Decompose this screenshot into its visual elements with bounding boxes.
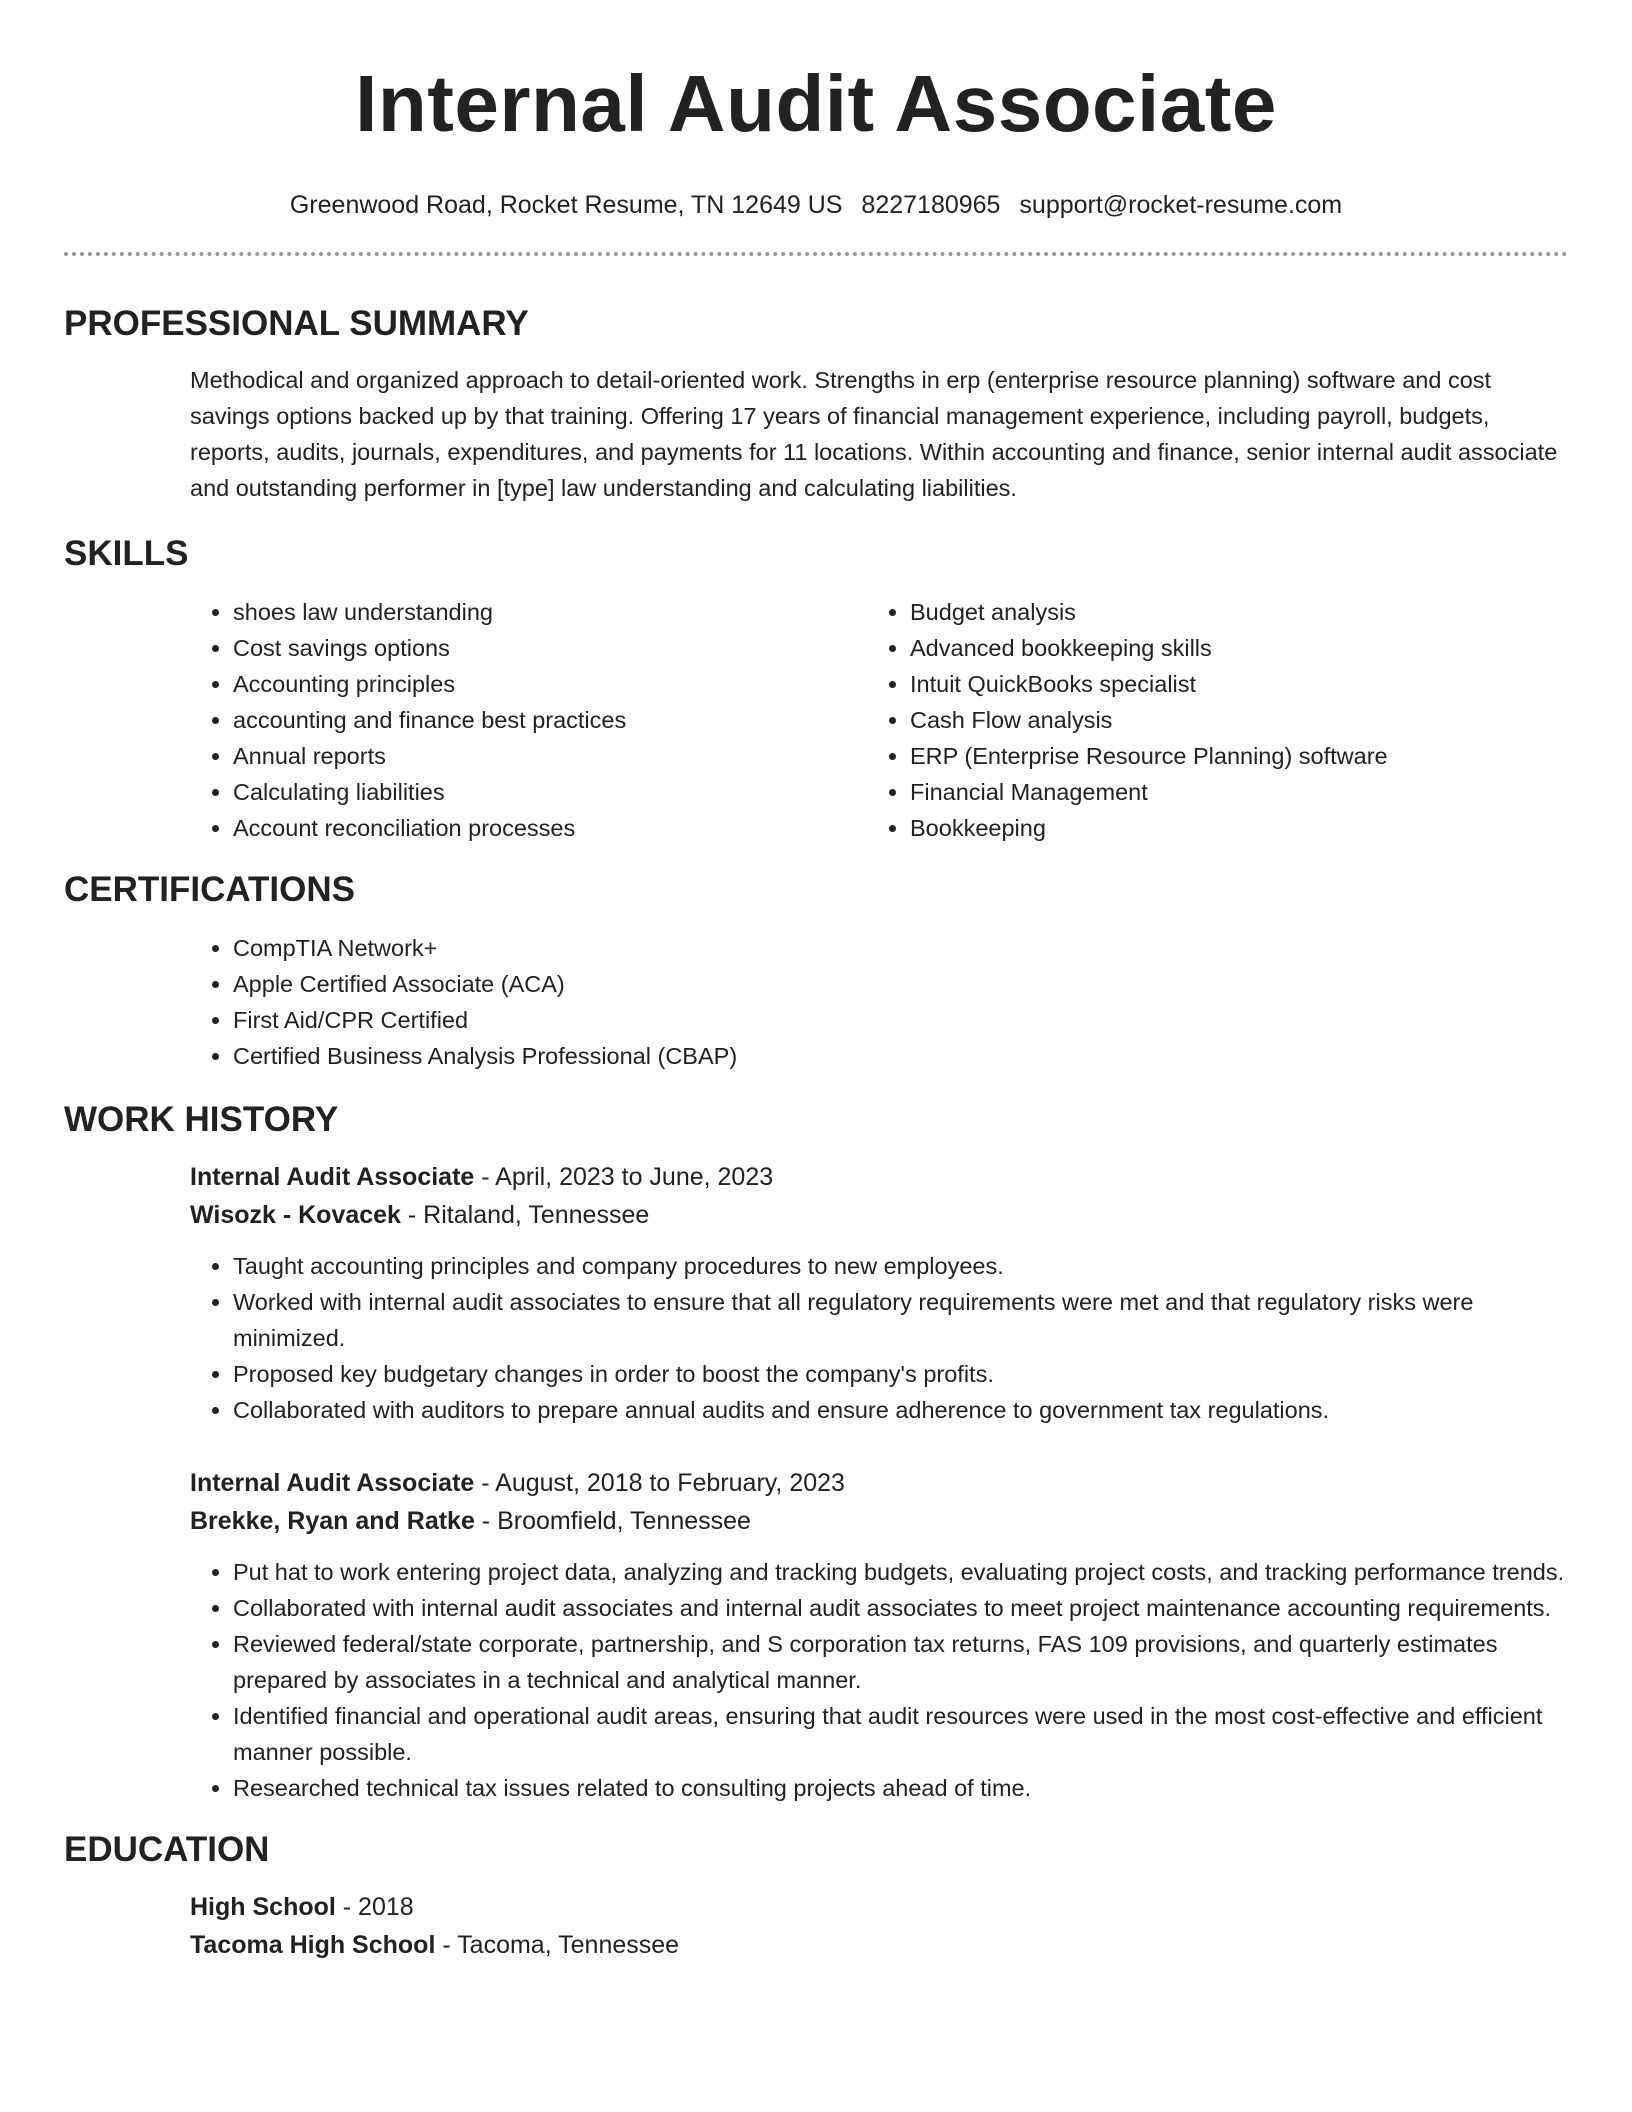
skill-item: • shoes law understanding [233, 594, 867, 630]
skills-section [64, 532, 1568, 846]
contact-email: support@rocket-resume.com [1019, 191, 1343, 219]
job-company-line [190, 1502, 1568, 1540]
education-location: - Tacoma, Tennessee [435, 1931, 680, 1959]
job-dates: - August, 2018 to February, 2023 [474, 1469, 845, 1497]
certifications-body [190, 930, 1568, 1074]
education-school: Tacoma High School [190, 1931, 436, 1959]
summary-body [190, 362, 1568, 506]
skill-item: • Cash Flow analysis [910, 702, 1544, 738]
skills-column-right [867, 594, 1544, 846]
certification-item: • Apple Certified Associate (ACA) [233, 966, 1568, 1002]
work-history-body [190, 1158, 1568, 1806]
skill-item: • Bookkeeping [910, 810, 1544, 846]
job-company-line [190, 1196, 1568, 1234]
header-divider [64, 252, 1568, 256]
contact-phone: 8227180965 [861, 191, 1001, 219]
contact-address: Greenwood Road, Rocket Resume, TN 12649 US [289, 191, 843, 219]
job-location: - Ritaland, Tennessee [400, 1201, 650, 1229]
certification-item: • Certified Business Analysis Professional (CBAP) [233, 1038, 1568, 1074]
job-bullet: • Collaborated with auditors to prepare annual audits and ensure adherence to government tax regulations. [233, 1392, 1568, 1428]
job-bullet: • Collaborated with internal audit associates and internal audit associates to meet project maintenance accounting requirements. [233, 1590, 1568, 1626]
skill-item: • Financial Management [910, 774, 1544, 810]
job-position: Internal Audit Associate [190, 1469, 475, 1497]
skill-item: • Budget analysis [910, 594, 1544, 630]
job-company: Brekke, Ryan and Ratke [190, 1507, 475, 1535]
job-location: - Broomfield, Tennessee [474, 1507, 751, 1535]
certification-item: • CompTIA Network+ [233, 930, 1568, 966]
contact-line [64, 188, 1568, 222]
education-degree-line [190, 1888, 1568, 1926]
skills-column-left [190, 594, 867, 846]
job-entry [190, 1464, 1568, 1806]
job-bullet: • Researched technical tax issues related to consulting projects ahead of time. [233, 1770, 1568, 1806]
education-year: - 2018 [335, 1893, 414, 1921]
skill-item: • Account reconciliation processes [233, 810, 867, 846]
skill-item: • Calculating liabilities [233, 774, 867, 810]
skill-item: • Accounting principles [233, 666, 867, 702]
skill-item: • accounting and finance best practices [233, 702, 867, 738]
job-bullet: • Identified financial and operational audit areas, ensuring that audit resources were used in the most cost-effective and efficient manner possible. [233, 1698, 1568, 1770]
education-body [190, 1888, 1568, 1964]
certifications-heading: CERTIFICATIONS [64, 870, 356, 909]
job-company: Wisozk - Kovacek [190, 1201, 401, 1229]
education-heading: EDUCATION [64, 1830, 270, 1869]
skill-item: • Cost savings options [233, 630, 867, 666]
education-school-line [190, 1926, 1568, 1964]
skills-list-left [190, 594, 867, 846]
certification-item: • First Aid/CPR Certified [233, 1002, 1568, 1038]
job-bullet: • Put hat to work entering project data, analyzing and tracking budgets, evaluating project costs, and tracking performance trends. [233, 1554, 1568, 1590]
summary-text: Methodical and organized approach to detail-oriented work. Strengths in erp (enterprise resource planning) software and cost savings options backed up by that training. Offering 17 years of financial management experience, including payroll, budgets, reports, audits, journals, expenditures, and payments for 11 locations. Within accounting and finance, senior internal audit associate and outstanding performer in [type] law understanding and calculating liabilities. [190, 367, 1558, 501]
candidate-name: Internal Audit Associate [355, 59, 1277, 148]
skill-item: • Advanced bookkeeping skills [910, 630, 1544, 666]
job-position: Internal Audit Associate [190, 1163, 475, 1191]
job-title-line [190, 1464, 1568, 1502]
skills-list-right [867, 594, 1544, 846]
summary-section [64, 302, 1568, 506]
job-bullet: • Worked with internal audit associates to ensure that all regulatory requirements were met and that regulatory risks were minimized. [233, 1284, 1568, 1356]
skill-item: • ERP (Enterprise Resource Planning) software [910, 738, 1544, 774]
job-bullets [190, 1554, 1568, 1806]
certifications-section [64, 868, 1568, 1074]
certifications-list [190, 930, 1568, 1074]
education-section [64, 1828, 1568, 1964]
job-dates: - April, 2023 to June, 2023 [474, 1163, 774, 1191]
job-entry [190, 1158, 1568, 1428]
education-degree: High School [190, 1893, 336, 1921]
job-bullet: • Proposed key budgetary changes in order to boost the company's profits. [233, 1356, 1568, 1392]
job-bullet: • Reviewed federal/state corporate, partnership, and S corporation tax returns, FAS 109 provisions, and quarterly estimates prepared by associates in a technical and analytical manner. [233, 1626, 1568, 1698]
job-title-line [190, 1158, 1568, 1196]
skill-item: • Annual reports [233, 738, 867, 774]
summary-heading: PROFESSIONAL SUMMARY [64, 304, 529, 343]
work-history-section [64, 1098, 1568, 1806]
work-history-heading: WORK HISTORY [64, 1100, 339, 1139]
job-bullet: • Taught accounting principles and company procedures to new employees. [233, 1248, 1568, 1284]
job-bullets [190, 1248, 1568, 1428]
skills-heading: SKILLS [64, 534, 189, 573]
skills-grid [190, 594, 1568, 846]
skill-item: • Intuit QuickBooks specialist [910, 666, 1544, 702]
